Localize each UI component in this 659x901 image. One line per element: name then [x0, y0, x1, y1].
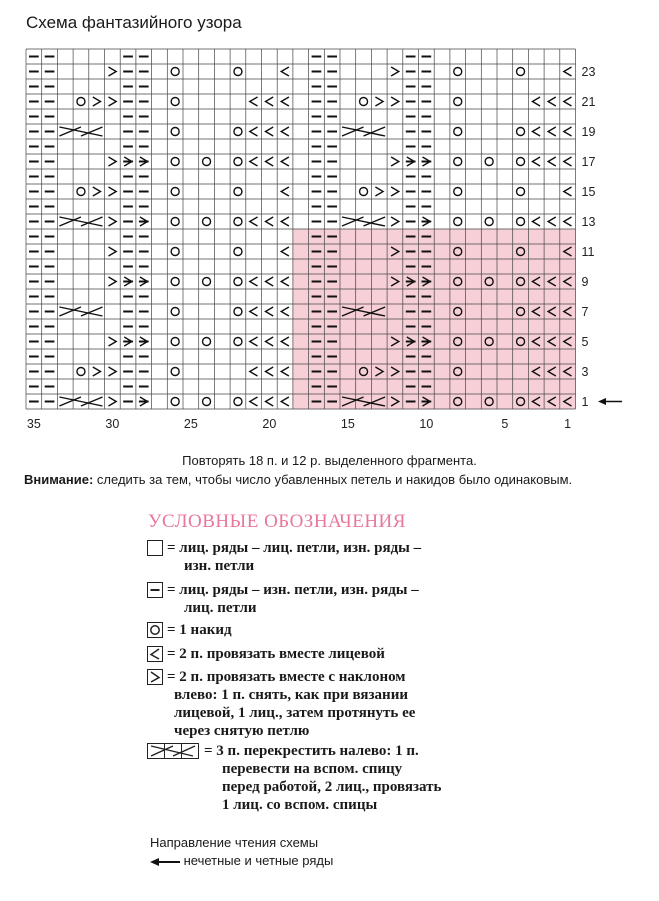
yarn-over-symbol [517, 158, 525, 166]
yarn-over-symbol [77, 188, 85, 196]
row-label: 11 [581, 245, 595, 259]
k2tog-symbol [548, 127, 556, 136]
k2tog-symbol [281, 97, 289, 106]
k2tog-symbol [266, 157, 274, 166]
yarn-over-symbol [234, 278, 242, 286]
cable-stroke [59, 397, 102, 406]
yarn-over-symbol [454, 128, 462, 136]
ssk-symbol [109, 67, 117, 76]
k2tog-symbol [281, 127, 289, 136]
yarn-over-symbol [171, 248, 179, 256]
yarn-over-symbol [485, 158, 493, 166]
k2tog-symbol [548, 97, 556, 106]
column-label: 5 [501, 417, 509, 431]
k2tog-symbol [250, 277, 258, 286]
row-label: 21 [581, 95, 596, 109]
ssk-symbol [109, 217, 117, 226]
ssk-symbol [391, 187, 399, 196]
yarn-over-symbol [454, 98, 462, 106]
row-label: 19 [581, 125, 596, 139]
legend-ssk-line2: влево: 1 п. снять, как при вязании [174, 687, 408, 703]
yarn-over-symbol [203, 158, 211, 166]
k2tog-symbol [250, 217, 258, 226]
k2tog-symbol [250, 307, 258, 316]
yarn-over-symbol [234, 158, 242, 166]
warning-note [24, 472, 572, 487]
cable-symbol [59, 307, 102, 316]
repeat-note: Повторять 18 п. и 12 р. выделенного фрагмента. [182, 453, 477, 468]
k2tog-symbol [266, 397, 274, 406]
cable-icon [147, 743, 201, 760]
knitting-chart [0, 0, 659, 440]
yarn-over-symbol [454, 218, 462, 226]
cable-symbol [59, 127, 102, 136]
cable-stroke [59, 127, 102, 136]
legend-purl-line1: = лиц. ряды – изн. петли, изн. ряды – [167, 582, 419, 598]
cable-symbol [342, 127, 385, 136]
yarn-over-symbol [171, 308, 179, 316]
ssk-symbol [93, 187, 101, 196]
row-label: 13 [581, 215, 596, 229]
cable-symbol [59, 397, 102, 406]
k2tog-symbol [564, 97, 572, 106]
row-label: 3 [581, 365, 589, 379]
ssk-symbol [109, 247, 117, 256]
yarn-over-symbol [517, 68, 525, 76]
k2tog-symbol [564, 157, 572, 166]
yarn-over-symbol [234, 338, 242, 346]
yarn-over-symbol [517, 128, 525, 136]
yarn-over-symbol [454, 158, 462, 166]
yarn-over-symbol [360, 188, 368, 196]
row-label: 9 [581, 275, 589, 289]
ssk-symbol [93, 367, 101, 376]
k2tog-symbol [266, 217, 274, 226]
legend-ssk-line4: через снятую петлю [174, 723, 310, 739]
ssk-symbol [391, 157, 399, 166]
start-arrow-icon [598, 398, 606, 405]
yarn-over-symbol [234, 398, 242, 406]
yarn-over-symbol [171, 98, 179, 106]
yarn-over-symbol [234, 128, 242, 136]
k2tog-symbol [548, 217, 556, 226]
k2tog-symbol [281, 367, 289, 376]
legend-cable-line4: 1 лиц. со вспом. спицы [222, 797, 378, 813]
legend-knit-line2: изн. петли [184, 558, 255, 574]
column-label: 15 [340, 417, 355, 431]
yarn-over-symbol [485, 218, 493, 226]
warning-label: Внимание: [24, 472, 94, 487]
column-label: 1 [564, 417, 572, 431]
yarn-over-symbol [454, 188, 462, 196]
cable-stroke [342, 217, 385, 226]
k2tog-symbol [250, 337, 258, 346]
k2tog-symbol [564, 127, 572, 136]
ssk-symbol [109, 337, 117, 346]
row-label: 1 [581, 395, 589, 409]
legend-ssk-line1: = 2 п. провязать вместе с наклоном [167, 669, 406, 685]
ssk-symbol [391, 67, 399, 76]
k2tog-icon [147, 646, 164, 663]
column-label: 10 [419, 417, 434, 431]
yarn-over-symbol [234, 218, 242, 226]
k2tog-symbol [281, 187, 289, 196]
column-label: 30 [105, 417, 120, 431]
legend-k2tog-line1: = 2 п. провязать вместе лицевой [167, 646, 385, 662]
yarn-over-symbol [171, 68, 179, 76]
ssk-symbol [375, 97, 383, 106]
legend-yarnover-line1: = 1 накид [167, 622, 232, 638]
direction-line [150, 853, 333, 868]
k2tog-symbol [281, 67, 289, 76]
cable-symbol [59, 217, 102, 226]
empty-square-icon [147, 540, 164, 557]
k2tog-symbol [281, 277, 289, 286]
yarn-over-symbol [203, 278, 211, 286]
ssk-symbol [109, 157, 117, 166]
row-label: 17 [581, 155, 596, 169]
k2tog-symbol [564, 217, 572, 226]
yarn-over-symbol [360, 98, 368, 106]
k2tog-symbol [266, 367, 274, 376]
cable-stroke [59, 307, 102, 316]
row-label: 7 [581, 305, 589, 319]
k2tog-symbol [266, 277, 274, 286]
yarn-over-symbol [203, 218, 211, 226]
ssk-symbol [109, 367, 117, 376]
k2tog-symbol [250, 367, 258, 376]
dash-square-icon [147, 582, 164, 599]
legend-purl-line2: лиц. петли [184, 600, 257, 616]
ssk-symbol [109, 187, 117, 196]
k2tog-symbol [281, 307, 289, 316]
yarn-over-symbol [171, 218, 179, 226]
k2tog-symbol [281, 397, 289, 406]
direction-title: Направление чтения схемы [150, 835, 319, 850]
yarn-over-symbol [517, 188, 525, 196]
k2tog-symbol [548, 157, 556, 166]
row-label: 23 [581, 65, 596, 79]
chart-title: Схема фантазийного узора [26, 13, 242, 32]
yarn-over-symbol [234, 248, 242, 256]
k2tog-symbol [532, 97, 540, 106]
yarn-over-symbol [171, 398, 179, 406]
k2tog-symbol [266, 127, 274, 136]
legend-cable-line2: перевести на вспом. спицу [222, 761, 403, 777]
yarn-over-symbol [171, 338, 179, 346]
yarn-over-symbol [234, 188, 242, 196]
yarn-over-symbol [454, 68, 462, 76]
legend-knit-line1: = лиц. ряды – лиц. петли, изн. ряды – [167, 540, 422, 556]
k2tog-symbol [266, 97, 274, 106]
column-label: 20 [262, 417, 277, 431]
ssk-symbol [93, 97, 101, 106]
yarn-over-symbol [203, 338, 211, 346]
yarn-over-symbol [171, 278, 179, 286]
k2tog-symbol [281, 247, 289, 256]
k2tog-symbol [532, 217, 540, 226]
legend-cable-line1: = 3 п. перекрестить налево: 1 п. [204, 743, 419, 759]
k2tog-symbol [564, 67, 572, 76]
yarn-over-symbol [171, 158, 179, 166]
ssk-symbol [375, 187, 383, 196]
cable-symbol [342, 217, 385, 226]
k2tog-symbol [532, 157, 540, 166]
warning-text: следить за тем, чтобы число убавленных петель и накидов было одинаковым. [93, 472, 573, 487]
yarn-over-symbol [203, 398, 211, 406]
k2tog-symbol [250, 127, 258, 136]
yarn-over-symbol [77, 98, 85, 106]
k2tog-symbol [281, 157, 289, 166]
ssk-symbol [109, 97, 117, 106]
legend-cable-line3: перед работой, 2 лиц., провязать [222, 779, 442, 795]
k2tog-symbol [281, 217, 289, 226]
legend-ssk-line3: лицевой, 1 лиц., затем протянуть ее [174, 705, 416, 721]
yarn-over-symbol [171, 128, 179, 136]
k2tog-symbol [266, 337, 274, 346]
cable-stroke [59, 217, 102, 226]
row-label: 5 [581, 335, 589, 349]
ssk-symbol [391, 217, 399, 226]
k2tog-symbol [266, 307, 274, 316]
column-label: 25 [183, 417, 198, 431]
row-label: 15 [581, 185, 596, 199]
k2tog-symbol [250, 97, 258, 106]
ssk-symbol [391, 97, 399, 106]
column-label: 35 [26, 417, 41, 431]
cable-stroke [342, 127, 385, 136]
k2tog-symbol [532, 127, 540, 136]
yarn-over-symbol [517, 218, 525, 226]
k2tog-symbol [281, 337, 289, 346]
yarn-over-symbol [171, 188, 179, 196]
legend-title: УСЛОВНЫЕ ОБОЗНАЧЕНИЯ [148, 511, 406, 532]
yarn-over-symbol [77, 368, 85, 376]
k2tog-symbol [564, 187, 572, 196]
yarn-over-symbol [234, 308, 242, 316]
k2tog-symbol [250, 157, 258, 166]
direction-label: нечетные и четные ряды [183, 853, 334, 868]
ssk-icon [147, 669, 164, 686]
arrow-left-icon [150, 857, 180, 867]
circle-square-icon [147, 622, 164, 639]
ssk-symbol [109, 397, 117, 406]
ssk-symbol [109, 277, 117, 286]
yarn-over-symbol [171, 368, 179, 376]
yarn-over-symbol [234, 68, 242, 76]
k2tog-symbol [250, 397, 258, 406]
